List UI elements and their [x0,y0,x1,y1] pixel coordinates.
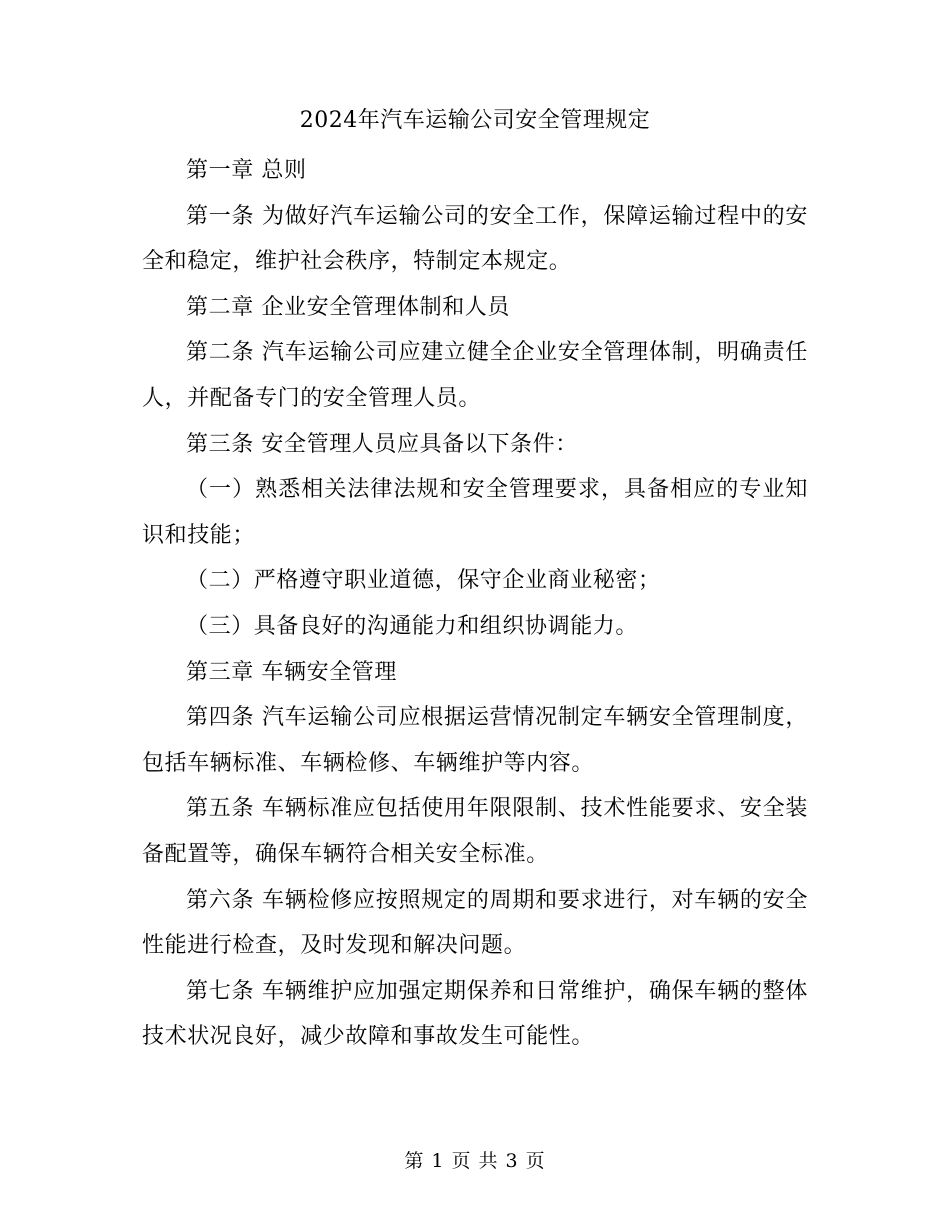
article-5: 第五条 车辆标准应包括使用年限限制、技术性能要求、安全装备配置等，确保车辆符合相关安全标准。 [142,796,808,867]
page-footer: 第 1 页 共 3 页 [404,1150,546,1172]
chapter-heading-1: 第一章 总则 [186,158,307,183]
chapter-heading-2: 第二章 企业安全管理体制和人员 [186,294,510,320]
document-body [142,148,808,1060]
article-3-item-1: （一）熟悉相关法律法规和安全管理要求，具备相应的专业知识和技能； [142,477,808,548]
article-3-item-2: （二）严格遵守职业道德，保守企业商业秘密； [186,568,661,594]
article-7: 第七条 车辆维护应加强定期保养和日常维护，确保车辆的整体技术状况良好，减少故障和事故发生可能性。 [142,978,808,1050]
article-2: 第二条 汽车运输公司应建立健全企业安全管理体制，明确责任人，并配备专门的安全管理人员。 [142,340,808,411]
chapter-heading-3: 第三章 车辆安全管理 [186,659,397,685]
article-4: 第四条 汽车运输公司应根据运营情况制定车辆安全管理制度，包括车辆标准、车辆检修、车辆维护等内容。 [142,705,808,776]
article-3-item-3: （三）具备良好的沟通能力和组织协调能力。 [186,613,639,639]
article-3: 第三条 安全管理人员应具备以下条件： [186,431,578,457]
article-1: 第一条 为做好汽车运输公司的安全工作，保障运输过程中的安全和稳定，维护社会秩序，特制定本规定。 [142,203,808,275]
document-title: 2024年汽车运输公司安全管理规定 [299,108,651,133]
article-6: 第六条 车辆检修应按照规定的周期和要求进行，对车辆的安全性能进行检查，及时发现和解决问题。 [142,887,808,959]
